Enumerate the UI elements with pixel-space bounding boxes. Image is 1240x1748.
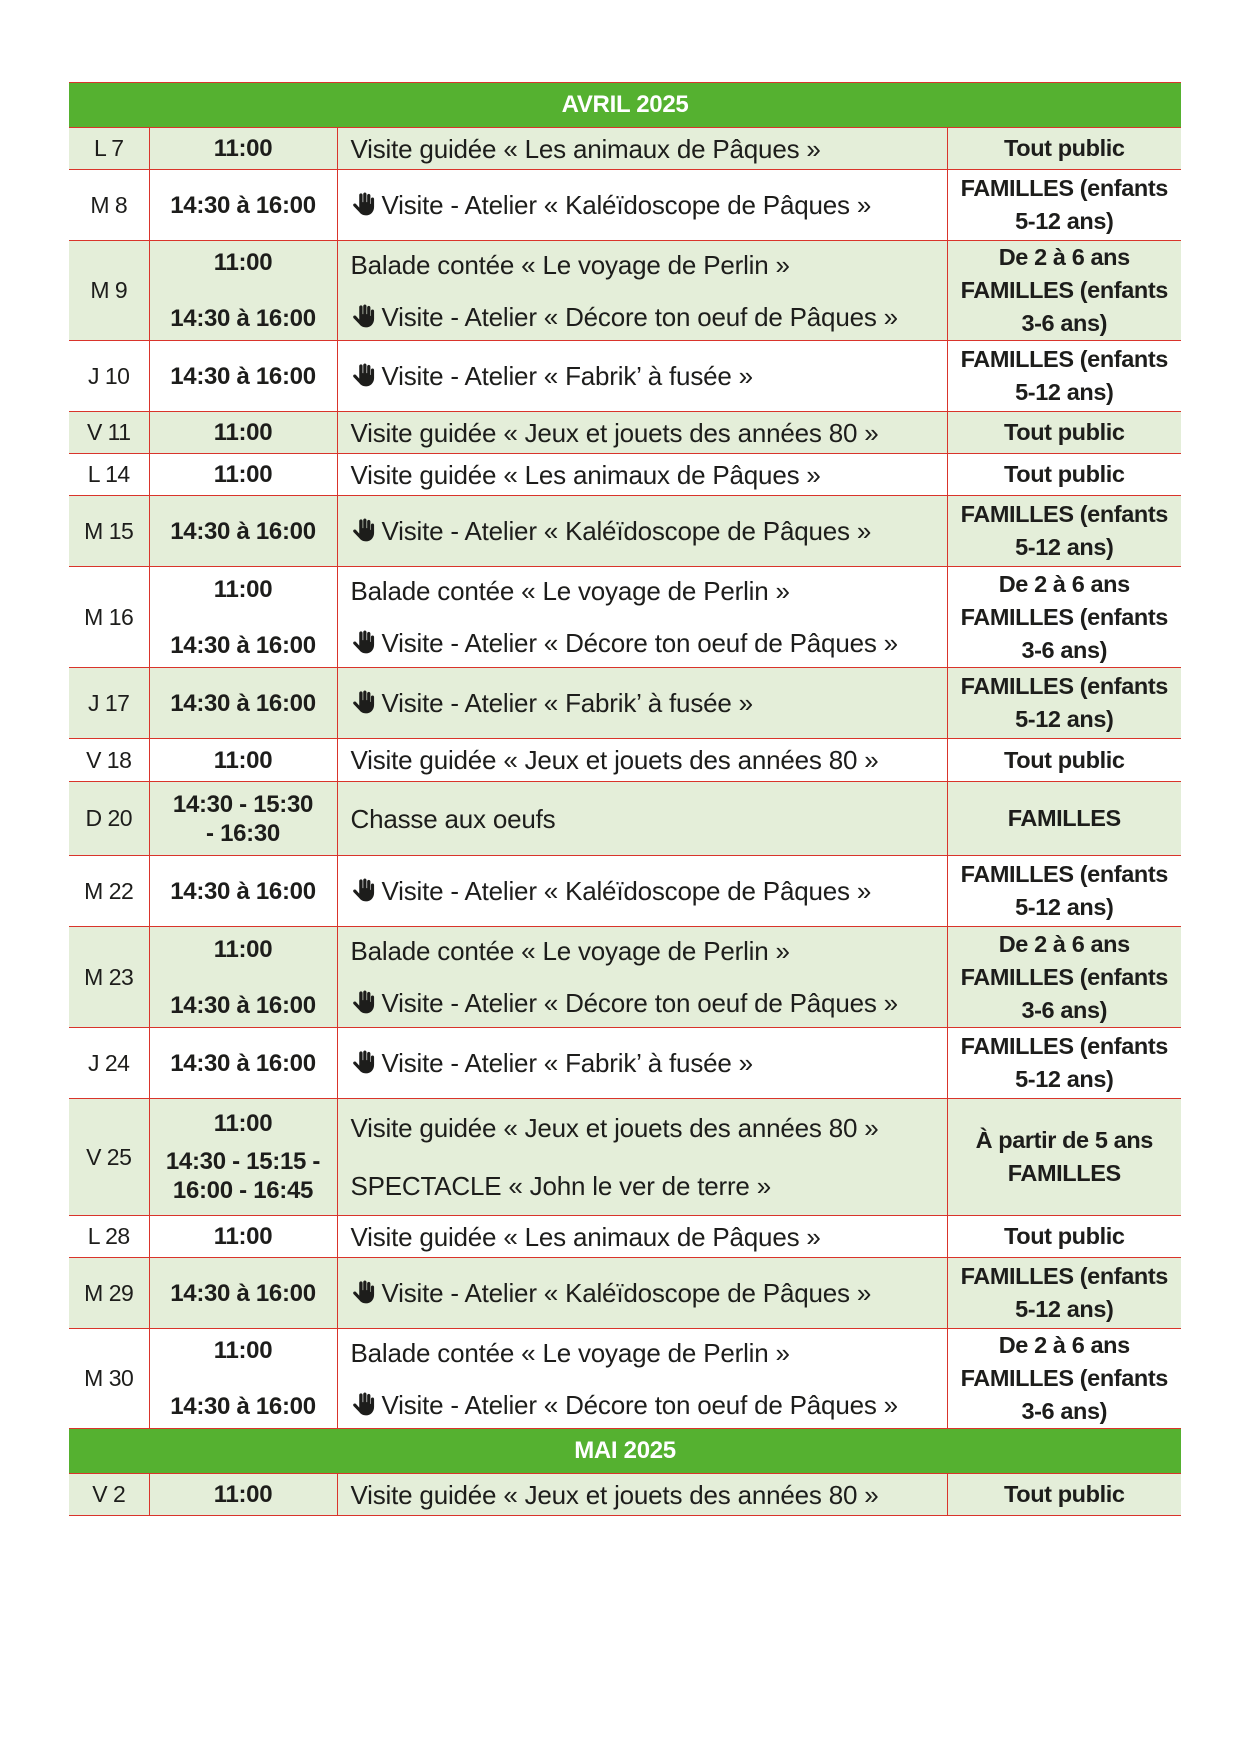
activity-line	[351, 1337, 947, 1369]
activity-line	[351, 189, 947, 221]
activity-text: Balade contée « Le voyage de Perlin »	[350, 576, 790, 606]
audience-text: Tout public	[1004, 461, 1125, 487]
audience-cell	[947, 496, 1181, 567]
audience-text: 3-6 ans)	[1021, 636, 1108, 663]
hand-icon	[351, 362, 377, 388]
activity-line	[351, 1170, 947, 1202]
time-cell	[149, 454, 337, 496]
time-cell	[149, 856, 337, 927]
audience-text: 5-12 ans)	[1015, 208, 1114, 234]
time-text: 11:00	[213, 575, 273, 603]
schedule-row	[69, 567, 1181, 668]
activity-cell	[337, 128, 947, 170]
audience-cell	[947, 856, 1181, 927]
activity-cell	[337, 739, 947, 782]
time-text: 14:30 à 16:00	[170, 991, 316, 1019]
audience-text: De 2 à 6 ans	[998, 930, 1130, 957]
audience-text: 5-12 ans)	[1015, 706, 1114, 732]
activity-text: Visite - Atelier « Kaléïdoscope de Pâques »	[381, 876, 872, 906]
audience-cell	[947, 128, 1181, 170]
day-cell: M 22	[69, 856, 149, 927]
audience-text: FAMILLES (enfants	[960, 1365, 1168, 1391]
audience-cell	[947, 1474, 1181, 1516]
schedule-row	[69, 1474, 1181, 1516]
day-cell: V 11	[69, 412, 149, 454]
audience-text: De 2 à 6 ans	[998, 1332, 1130, 1358]
schedule	[69, 82, 1181, 1516]
activity-text: Balade contée « Le voyage de Perlin »	[350, 249, 790, 280]
schedule-row	[69, 128, 1181, 170]
activity-line	[351, 935, 947, 967]
hand-icon	[351, 191, 377, 217]
activity-cell	[337, 856, 947, 927]
activity-line	[351, 1112, 947, 1144]
activity-line	[351, 1221, 947, 1253]
activity-text: Visite guidée « Jeux et jouets des années 80 »	[350, 1479, 879, 1510]
activity-text: Visite - Atelier « Fabrik’ à fusée »	[381, 1048, 753, 1078]
audience-text: FAMILLES (enfants	[960, 277, 1168, 303]
audience-text: FAMILLES (enfants	[960, 1033, 1168, 1059]
audience-text: FAMILLES (enfants	[960, 501, 1168, 527]
time-cell	[149, 739, 337, 782]
time-cell	[149, 1474, 337, 1516]
audience-text: FAMILLES (enfants	[960, 673, 1168, 699]
activity-line	[351, 875, 947, 907]
time-text: 14:30 à 16:00	[170, 1049, 316, 1077]
activity-text: Visite guidée « Les animaux de Pâques »	[350, 1221, 821, 1252]
time-text: 14:30 à 16:00	[170, 517, 316, 545]
activity-line	[351, 687, 947, 719]
audience-cell	[947, 927, 1181, 1028]
schedule-row	[69, 1028, 1181, 1099]
audience-cell	[947, 739, 1181, 782]
time-text: 16:00 - 16:45	[172, 1177, 314, 1204]
audience-text: 5-12 ans)	[1015, 1296, 1114, 1322]
day-cell: L 28	[69, 1216, 149, 1258]
audience-cell	[947, 1028, 1181, 1099]
activity-cell	[337, 1258, 947, 1329]
time-text: 11:00	[213, 1481, 273, 1508]
audience-text: FAMILLES	[1007, 805, 1121, 831]
day-cell: V 2	[69, 1474, 149, 1516]
activity-text: Visite - Atelier « Décore ton oeuf de Pâques »	[381, 1389, 898, 1420]
activity-cell	[337, 341, 947, 412]
schedule-row	[69, 1329, 1181, 1429]
time-text: 14:30 à 16:00	[170, 305, 316, 332]
audience-text: Tout public	[1004, 135, 1125, 161]
activity-line	[351, 987, 947, 1019]
activity-line	[351, 301, 947, 333]
audience-text: FAMILLES (enfants	[960, 963, 1168, 990]
hand-icon	[351, 989, 377, 1015]
time-text: 14:30 - 15:15 -	[165, 1148, 321, 1175]
hand-icon	[351, 877, 377, 903]
audience-cell	[947, 782, 1181, 856]
schedule-row	[69, 341, 1181, 412]
activity-text: Visite guidée « Jeux et jouets des années 80 »	[350, 1113, 879, 1143]
schedule-row	[69, 739, 1181, 782]
time-text: - 16:30	[206, 819, 280, 847]
activity-text: Visite - Atelier « Décore ton oeuf de Pâques »	[381, 988, 898, 1018]
activity-text: Visite - Atelier « Kaléïdoscope de Pâques »	[381, 1278, 872, 1308]
activity-line	[351, 627, 947, 659]
activity-line	[351, 575, 947, 607]
time-text: 11:00	[213, 1223, 273, 1250]
hand-icon	[351, 517, 377, 543]
time-text: 14:30 à 16:00	[170, 689, 316, 717]
activity-text: Visite - Atelier « Décore ton oeuf de Pâques »	[381, 628, 898, 658]
audience-cell	[947, 412, 1181, 454]
day-cell: M 29	[69, 1258, 149, 1329]
day-cell: J 17	[69, 668, 149, 739]
audience-text: FAMILLES (enfants	[960, 175, 1168, 201]
day-cell: J 10	[69, 341, 149, 412]
audience-text: 5-12 ans)	[1015, 1066, 1114, 1092]
activity-text: SPECTACLE « John le ver de terre »	[350, 1171, 771, 1201]
activity-cell	[337, 496, 947, 567]
activity-text: Visite - Atelier « Fabrik’ à fusée »	[381, 361, 753, 391]
activity-line	[351, 1389, 947, 1421]
time-text: 11:00	[213, 461, 273, 488]
time-cell	[149, 782, 337, 856]
hand-icon	[351, 1391, 377, 1417]
time-text: 11:00	[213, 746, 273, 774]
schedule-row	[69, 412, 1181, 454]
activity-line	[351, 515, 947, 547]
day-cell: V 25	[69, 1099, 149, 1216]
day-cell: M 23	[69, 927, 149, 1028]
activity-line	[351, 1277, 947, 1309]
activity-text: Chasse aux oeufs	[350, 803, 556, 834]
audience-text: FAMILLES	[1007, 1160, 1121, 1186]
activity-cell	[337, 412, 947, 454]
activity-line	[351, 360, 947, 392]
audience-text: De 2 à 6 ans	[998, 244, 1130, 270]
activity-line	[351, 459, 947, 491]
activity-line	[351, 133, 947, 165]
day-cell: M 16	[69, 567, 149, 668]
activity-line	[351, 1479, 947, 1511]
audience-text: 3-6 ans)	[1021, 310, 1108, 336]
month-header: AVRIL 2025	[69, 83, 1181, 128]
schedule-row	[69, 856, 1181, 927]
time-text: 14:30 à 16:00	[170, 631, 316, 659]
time-cell	[149, 1028, 337, 1099]
day-cell: D 20	[69, 782, 149, 856]
audience-text: 3-6 ans)	[1021, 996, 1108, 1023]
activity-cell	[337, 567, 947, 668]
audience-text: Tout public	[1004, 1481, 1125, 1507]
audience-cell	[947, 1329, 1181, 1429]
day-cell: L 14	[69, 454, 149, 496]
time-cell	[149, 1329, 337, 1429]
activity-cell	[337, 927, 947, 1028]
hand-icon	[351, 629, 377, 655]
time-text: 14:30 à 16:00	[170, 1279, 316, 1307]
time-cell	[149, 496, 337, 567]
audience-text: 5-12 ans)	[1015, 534, 1114, 560]
activity-cell	[337, 1028, 947, 1099]
activity-cell	[337, 1099, 947, 1216]
schedule-row	[69, 927, 1181, 1028]
time-cell	[149, 1258, 337, 1329]
hand-icon	[351, 1279, 377, 1305]
audience-text: 3-6 ans)	[1021, 1398, 1108, 1424]
hand-icon	[351, 1049, 377, 1075]
time-cell	[149, 170, 337, 241]
time-text: 14:30 à 16:00	[170, 877, 316, 905]
time-text: 11:00	[213, 935, 273, 963]
time-text: 11:00	[213, 249, 273, 276]
time-cell	[149, 341, 337, 412]
schedule-row	[69, 170, 1181, 241]
activity-text: Visite guidée « Jeux et jouets des années 80 »	[350, 745, 879, 775]
audience-cell	[947, 454, 1181, 496]
audience-text: FAMILLES (enfants	[960, 861, 1168, 887]
time-cell	[149, 668, 337, 739]
time-cell	[149, 927, 337, 1028]
activity-line	[351, 1047, 947, 1079]
activity-cell	[337, 782, 947, 856]
activity-cell	[337, 668, 947, 739]
activity-text: Balade contée « Le voyage de Perlin »	[350, 936, 790, 966]
activity-text: Visite - Atelier « Fabrik’ à fusée »	[381, 688, 753, 718]
schedule-row	[69, 1216, 1181, 1258]
time-text: 14:30 à 16:00	[170, 362, 316, 390]
time-text: 11:00	[213, 419, 273, 446]
time-text: 11:00	[213, 1110, 273, 1137]
month-header: MAI 2025	[69, 1429, 1181, 1474]
audience-cell	[947, 668, 1181, 739]
audience-cell	[947, 1216, 1181, 1258]
hand-icon	[351, 689, 377, 715]
hand-icon	[351, 303, 377, 329]
audience-text: FAMILLES (enfants	[960, 346, 1168, 372]
audience-cell	[947, 241, 1181, 341]
activity-cell	[337, 1329, 947, 1429]
schedule-row	[69, 241, 1181, 341]
audience-text: FAMILLES (enfants	[960, 1263, 1168, 1289]
time-cell	[149, 1216, 337, 1258]
day-cell: M 15	[69, 496, 149, 567]
day-cell: M 9	[69, 241, 149, 341]
activity-text: Balade contée « Le voyage de Perlin »	[350, 1337, 790, 1368]
audience-text: Tout public	[1004, 746, 1125, 773]
day-cell: J 24	[69, 1028, 149, 1099]
time-cell	[149, 412, 337, 454]
activity-text: Visite guidée « Les animaux de Pâques »	[350, 459, 821, 490]
audience-cell	[947, 1258, 1181, 1329]
time-text: 11:00	[213, 135, 273, 162]
audience-text: 5-12 ans)	[1015, 894, 1114, 920]
activity-cell	[337, 1474, 947, 1516]
day-cell: V 18	[69, 739, 149, 782]
activity-cell	[337, 241, 947, 341]
schedule-row	[69, 668, 1181, 739]
audience-cell	[947, 1099, 1181, 1216]
time-cell	[149, 1099, 337, 1216]
audience-text: FAMILLES (enfants	[960, 603, 1168, 630]
schedule-table	[69, 82, 1181, 1516]
audience-text: 5-12 ans)	[1015, 379, 1114, 405]
activity-text: Visite guidée « Les animaux de Pâques »	[350, 133, 821, 164]
schedule-row	[69, 1258, 1181, 1329]
activity-text: Visite - Atelier « Kaléïdoscope de Pâques »	[381, 190, 872, 220]
activity-line	[351, 803, 947, 835]
time-text: 11:00	[213, 1337, 273, 1364]
day-cell: L 7	[69, 128, 149, 170]
time-text: 14:30 à 16:00	[170, 191, 316, 219]
time-text: 14:30 - 15:30	[172, 790, 314, 818]
activity-cell	[337, 170, 947, 241]
schedule-row	[69, 782, 1181, 856]
time-cell	[149, 241, 337, 341]
activity-line	[351, 417, 947, 449]
time-text: 14:30 à 16:00	[170, 1393, 316, 1420]
schedule-row	[69, 496, 1181, 567]
activity-line	[351, 249, 947, 281]
audience-text: À partir de 5 ans	[975, 1127, 1153, 1153]
activity-text: Visite guidée « Jeux et jouets des années 80 »	[350, 417, 879, 448]
audience-cell	[947, 170, 1181, 241]
activity-text: Visite - Atelier « Décore ton oeuf de Pâques »	[381, 301, 898, 332]
activity-text: Visite - Atelier « Kaléïdoscope de Pâques »	[381, 516, 872, 546]
day-cell: M 30	[69, 1329, 149, 1429]
schedule-row	[69, 1099, 1181, 1216]
audience-text: Tout public	[1004, 419, 1125, 445]
schedule-row	[69, 454, 1181, 496]
audience-cell	[947, 567, 1181, 668]
time-cell	[149, 128, 337, 170]
audience-text: De 2 à 6 ans	[998, 570, 1130, 597]
activity-line	[351, 744, 947, 776]
activity-cell	[337, 454, 947, 496]
time-cell	[149, 567, 337, 668]
day-cell: M 8	[69, 170, 149, 241]
audience-cell	[947, 341, 1181, 412]
audience-text: Tout public	[1004, 1223, 1125, 1249]
activity-cell	[337, 1216, 947, 1258]
